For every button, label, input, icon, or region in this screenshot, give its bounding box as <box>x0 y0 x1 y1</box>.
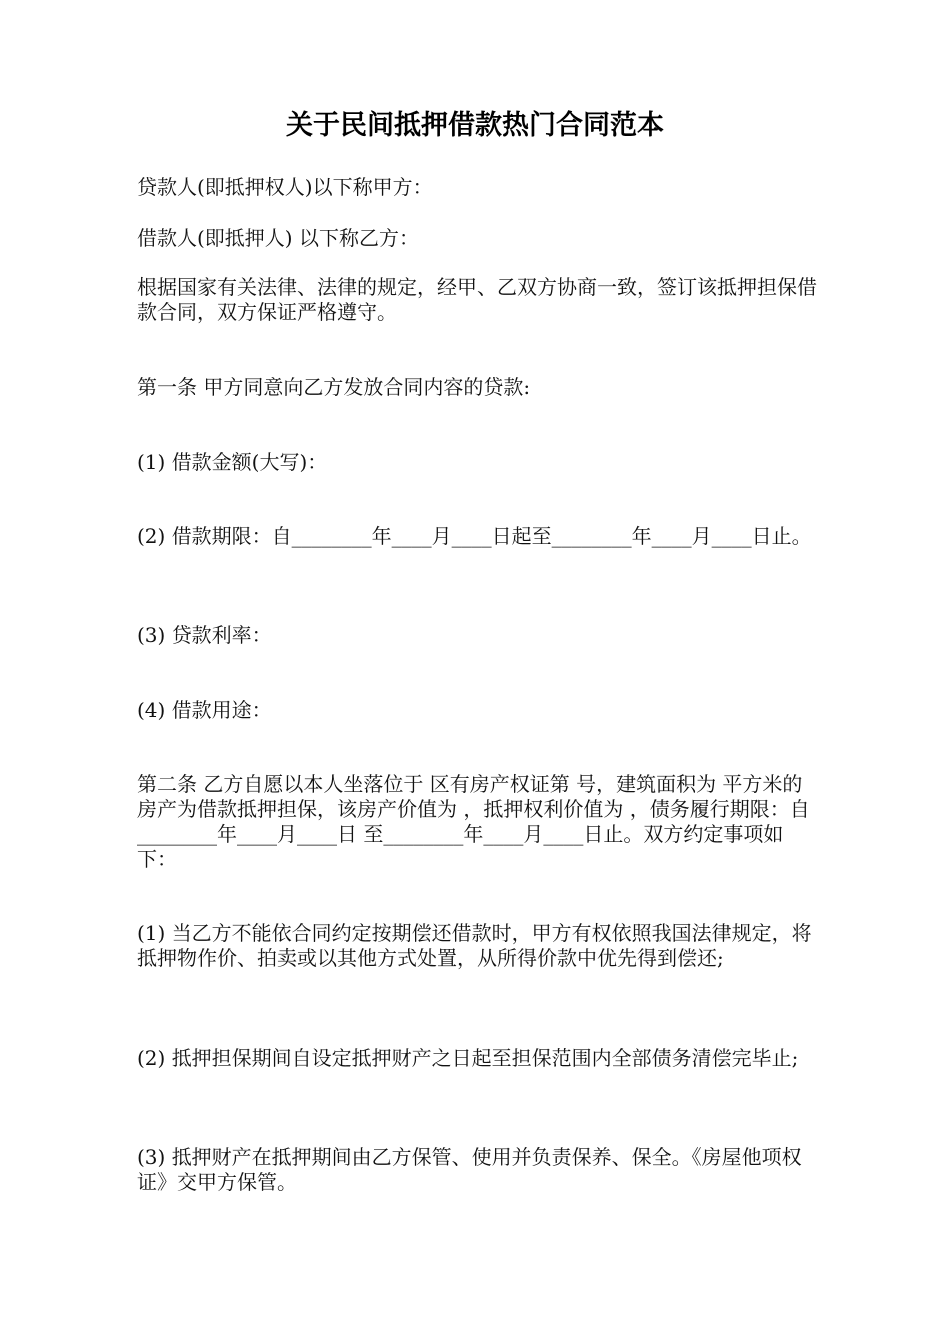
article-1-item-2: (2) 借款期限：自________年____月____日起至________年____月____日止。 <box>137 524 812 548</box>
article-2-item-1: (1) 当乙方不能依合同约定按期偿还借款时，甲方有权依照我国法律规定，将抵押物作价、拍卖或以其他方式处置，从所得价款中优先得到偿还; <box>137 921 812 970</box>
article-1-item-1: (1) 借款金额(大写)： <box>137 450 328 474</box>
article-1-item-3: (3) 贷款利率： <box>137 623 272 647</box>
article-2-paragraph: 第二条 乙方自愿以本人坐落位于 区有房产权证第 号，建筑面积为 平方米的房产为借款抵押担保，该房产价值为 ，抵押权利价值为 ，债务履行期限：自________年____月____日 至________年____月____日止。双方约定事项如下： <box>137 772 810 871</box>
article-1-item-4: (4) 借款用途： <box>137 698 272 722</box>
preamble-paragraph: 根据国家有关法律、法律的规定，经甲、乙双方协商一致，签订该抵押担保借款合同，双方保证严格遵守。 <box>137 275 817 324</box>
article-2-item-3: (3) 抵押财产在抵押期间由乙方保管、使用并负责保养、保全。《房屋他项权证》交甲方保管。 <box>137 1145 802 1194</box>
document-title: 关于民间抵押借款热门合同范本 <box>286 110 664 141</box>
article-1-heading: 第一条 甲方同意向乙方发放合同内容的贷款: <box>137 375 531 399</box>
article-2-item-2: (2) 抵押担保期间自设定抵押财产之日起至担保范围内全部债务清偿完毕止; <box>137 1046 799 1070</box>
borrower-line: 借款人(即抵押人) 以下称乙方： <box>137 226 419 250</box>
lender-line: 贷款人(即抵押权人)以下称甲方： <box>137 175 433 199</box>
